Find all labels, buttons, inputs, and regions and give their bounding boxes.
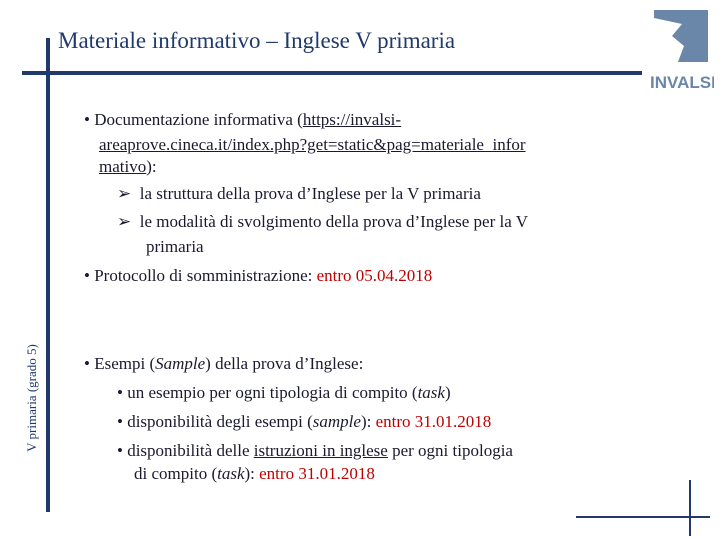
examples-bullet: • Esempi (Sample) della prova d’Inglese:	[84, 354, 364, 373]
doc-info-bullet: • Documentazione informativa (https://invalsi-	[84, 110, 402, 129]
doc-info-link[interactable]: https://invalsi-	[302, 110, 402, 129]
sample-deadline: entro 31.01.2018	[375, 412, 492, 431]
sample-availability-item: • disponibilità degli esempi (sample): entro 31.01.2018	[117, 412, 492, 431]
svg-text:INVALSI: INVALSI	[650, 73, 714, 92]
corner-vertical-line	[689, 480, 691, 536]
doc-info-link-line3: mativo):	[99, 157, 157, 176]
invalsi-logo-mark	[648, 6, 714, 98]
sub-item-structure: ➢ la struttura della prova d’Inglese per la V primaria	[117, 184, 481, 203]
protocol-deadline: entro 05.04.2018	[316, 266, 433, 285]
title-underline	[22, 71, 642, 75]
doc-info-link-line2[interactable]: areaprove.cineca.it/index.php?get=static&pag=materiale_infor	[99, 135, 526, 154]
left-frame-line	[46, 38, 50, 512]
instructions-underlined: istruzioni in inglese	[253, 441, 388, 460]
invalsi-logo	[648, 6, 714, 98]
page-title: Materiale informativo – Inglese V primaria	[58, 28, 456, 53]
corner-horizontal-line	[576, 516, 710, 518]
sub-item-modalities-line2: primaria	[146, 237, 204, 256]
instructions-availability-line2: di compito (task): entro 31.01.2018	[134, 464, 375, 483]
protocol-bullet: • Protocollo di somministrazione: entro 05.04.2018	[84, 266, 433, 285]
instructions-deadline: entro 31.01.2018	[259, 464, 375, 483]
sub-item-modalities: ➢ le modalità di svolgimento della prova d’Inglese per la V	[117, 212, 528, 231]
example-per-task-item: • un esempio per ogni tipologia di compito (task)	[117, 383, 451, 402]
instructions-availability-item: • disponibilità delle istruzioni in inglese per ogni tipologia	[117, 441, 513, 460]
side-label: V primaria (grado 5)	[24, 344, 39, 452]
